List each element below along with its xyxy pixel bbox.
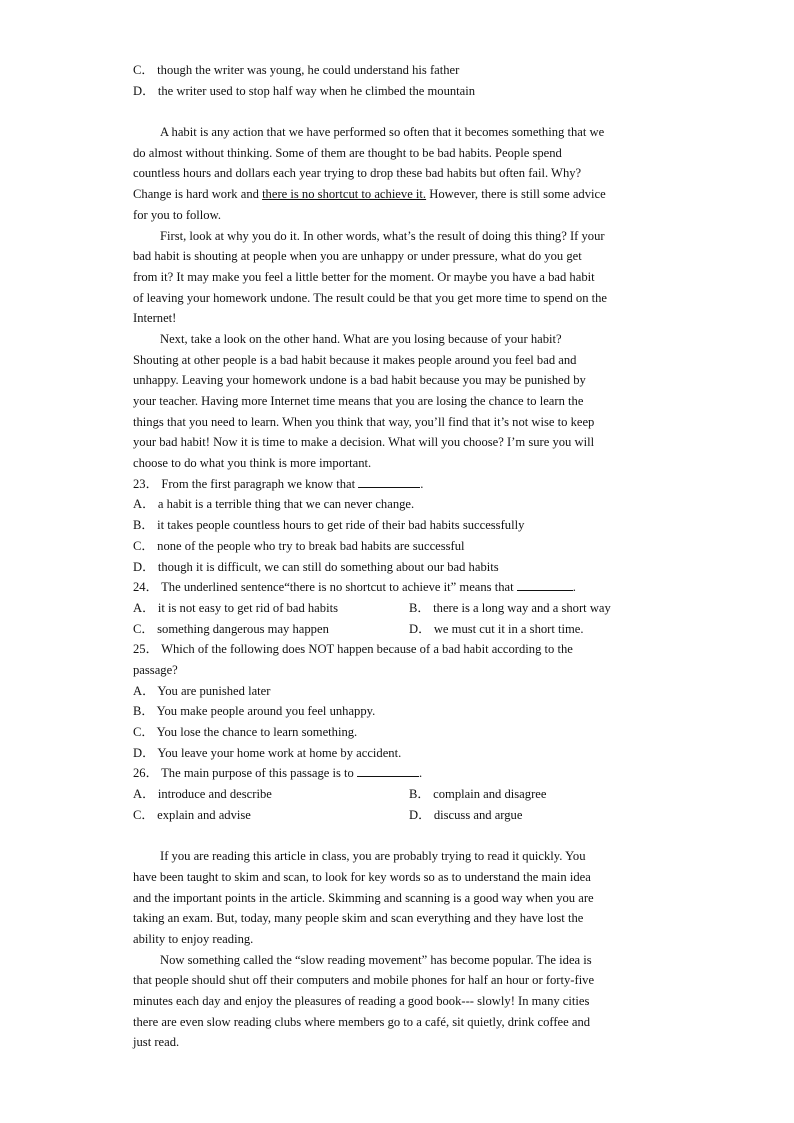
question-25 — [133, 639, 663, 763]
passage2-p1-line: taking an exam. But, today, many people skim and scan everything and they have lost the — [133, 911, 584, 926]
passage1-p3-line: unhappy. Leaving your homework undone is a bad habit because you may be punished by — [133, 373, 586, 388]
passage1-p1-line-with-underline — [133, 184, 663, 205]
passage1-p2-line: bad habit is shouting at people when you are unhappy or under pressure, what do you get — [133, 249, 582, 264]
passage1-p2-line: First, look at why you do it. In other words, what’s the result of doing this thing? If your — [160, 228, 605, 243]
stem-end: . — [572, 580, 576, 595]
passage1-p3-line: your teacher. Having more Internet time means that you are losing the chance to learn the — [133, 394, 584, 408]
option-row — [133, 805, 663, 826]
passage1-p3-line: Next, take a look on the other hand. What are you losing because of your habit? — [160, 331, 562, 346]
passage2-p2-line: Now something called the “slow reading movement” has become popular. The idea is — [160, 952, 592, 967]
stem-end: . — [420, 476, 424, 491]
option-c: C． none of the people who try to break bad habits are successful — [133, 538, 465, 553]
answer-blank — [358, 474, 420, 488]
question-26-stem: 26． The main purpose of this passage is to — [133, 766, 354, 781]
text-segment: However, there is still some advice — [426, 187, 606, 202]
answer-blank — [517, 577, 573, 591]
option-b: B． complain and disagree — [409, 787, 547, 802]
question-23 — [133, 474, 663, 577]
question-26 — [133, 763, 663, 825]
option-c: C． You lose the chance to learn something. — [133, 725, 358, 739]
option-d: D． You leave your home work at home by accident. — [133, 745, 402, 760]
passage2-p1-line: ability to enjoy reading. — [133, 931, 254, 946]
option-a: A． a habit is a terrible thing that we can never change. — [133, 497, 415, 512]
question-24 — [133, 577, 663, 639]
option-row — [133, 598, 663, 619]
passage2-p2-line: minutes each day and enjoy the pleasures of reading a good book--- slowly! In many cities — [133, 993, 590, 1008]
passage1-p3-line: Shouting at other people is a bad habit because it makes people around you feel bad and — [133, 352, 577, 367]
option-d: D． we must cut it in a short time. — [409, 621, 584, 636]
passage1-p1-line: do almost without thinking. Some of them are thought to be bad habits. People spend — [133, 145, 562, 160]
passage-1 — [133, 122, 663, 474]
passage1-p2-line: Internet! — [133, 311, 177, 326]
passage1-p3-line: your bad habit! Now it is time to make a decision. What will you choose? I’m sure you will — [133, 435, 595, 450]
passage2-p1-line: have been taught to skim and scan, to look for key words so as to understand the main idea — [133, 869, 591, 884]
passage1-p2-line: of leaving your homework undone. The result could be that you get more time to spend on the — [133, 290, 608, 305]
passage1-p3-line: choose to do what you think is more important. — [133, 456, 372, 471]
passage2-p2-line: just read. — [133, 1035, 180, 1050]
question-25-stem-cont: passage? — [133, 662, 178, 677]
option-row — [133, 619, 663, 640]
option-d: D． discuss and argue — [409, 807, 523, 822]
question-25-stem: 25． Which of the following does NOT happen because of a bad habit according to the — [133, 642, 573, 657]
option-b: B． there is a long way and a short way — [409, 600, 611, 615]
underlined-sentence: there is no shortcut to achieve it. — [262, 187, 427, 202]
text-segment: Change is hard work and — [133, 187, 263, 202]
stem-end: . — [418, 766, 423, 781]
passage1-p3-line: things that you need to learn. When you think that way, you’ll find that it’s not wise to keep — [133, 414, 595, 429]
passage1-p1-line: for you to follow. — [133, 207, 222, 222]
passage1-p1-line: A habit is any action that we have performed so often that it becomes something that we — [160, 125, 605, 140]
answer-blank — [357, 763, 419, 777]
question-24-stem: 24． The underlined sentence“there is no shortcut to achieve it” means that — [133, 580, 514, 595]
option-d: D． though it is difficult, we can still do something about our bad habits — [133, 559, 499, 574]
passage2-p1-line: If you are reading this article in class, you are probably trying to read it quickly. You — [160, 849, 586, 864]
passage2-p2-line: there are even slow reading clubs where members go to a café, sit quietly, drink coffee and — [133, 1014, 591, 1029]
question-stem — [133, 763, 663, 784]
passage-2 — [133, 846, 663, 1053]
option-a: A． it is not easy to get rid of bad habits — [133, 600, 338, 615]
option-row — [133, 784, 663, 805]
option-b: B． it takes people countless hours to get ride of their bad habits successfully — [133, 518, 525, 533]
prev-option-d: D． the writer used to stop half way when he climbed the mountain — [133, 83, 476, 98]
question-23-stem: 23． From the first paragraph we know that — [133, 476, 356, 491]
question-stem — [133, 577, 663, 598]
option-b: B． You make people around you feel unhappy. — [133, 704, 376, 719]
option-c: C． something dangerous may happen — [133, 621, 329, 636]
passage2-p1-line: and the important points in the article. Skimming and scanning is a good way when you are — [133, 890, 594, 905]
passage1-p2-line: from it? It may make you feel a little better for the moment. Or maybe you have a bad habit — [133, 269, 595, 284]
option-a: A． introduce and describe — [133, 787, 272, 802]
passage2-p2-line: that people should shut off their computers and mobile phones for half an hour or forty-five — [133, 973, 595, 988]
document-page — [133, 60, 663, 1053]
option-c: C． explain and advise — [133, 807, 251, 822]
option-a: A． You are punished later — [133, 683, 271, 698]
question-stem — [133, 474, 663, 495]
passage1-p1-line: countless hours and dollars each year trying to drop these bad habits but often fail. Why? — [133, 166, 582, 181]
prev-option-c: C． though the writer was young, he could understand his father — [133, 63, 460, 77]
